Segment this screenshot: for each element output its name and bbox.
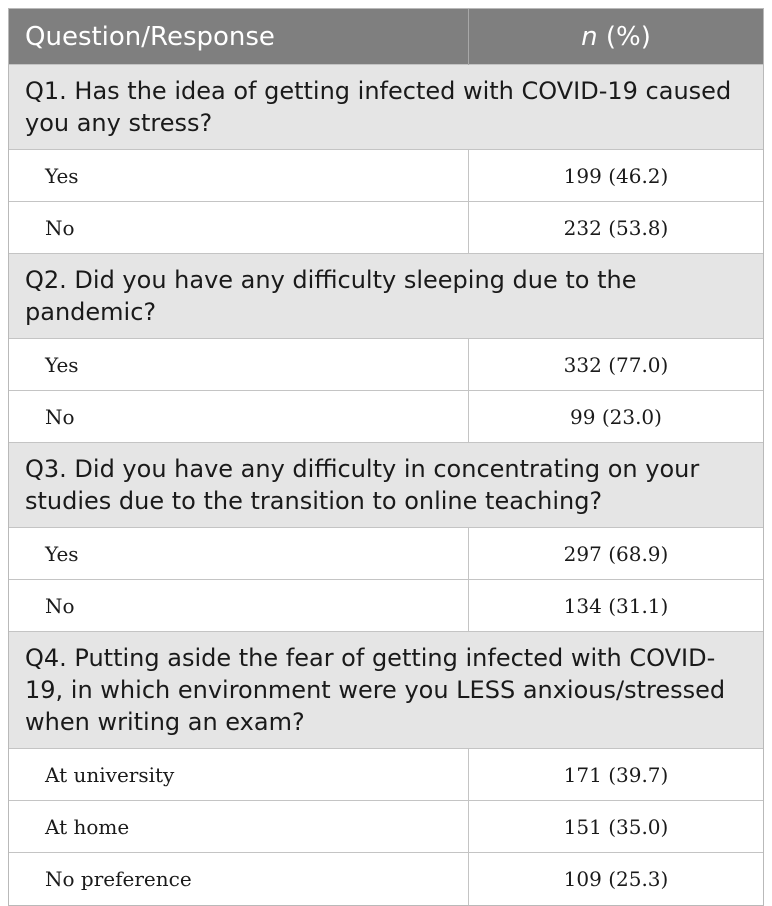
response-label: No: [9, 391, 469, 443]
response-value: 297 (68.9): [563, 541, 669, 566]
header-n: n: [581, 21, 598, 52]
response-label: Yes: [9, 528, 469, 580]
response-label: No: [9, 202, 469, 254]
response-value: 199 (46.2): [563, 163, 669, 188]
question-text: Q1. Has the idea of getting infected with COVID-19 caused you any stress?: [25, 77, 732, 137]
question-text: Q3. Did you have any difficulty in concentrating on your studies due to the transition to online teaching?: [25, 455, 700, 515]
question-text: Q2. Did you have any difficulty sleeping due to the pandemic?: [25, 266, 637, 326]
table-row: [9, 749, 763, 801]
table-row: [9, 150, 763, 202]
response-label: No preference: [9, 853, 469, 905]
question-row: [9, 632, 763, 749]
response-value: 109 (25.3): [563, 867, 669, 891]
table-row: [9, 202, 763, 254]
table-row: [9, 580, 763, 632]
header-n-percent: [469, 22, 763, 52]
table-row: [9, 853, 763, 905]
response-label: No: [9, 580, 469, 632]
response-label: At university: [9, 749, 469, 801]
table-row: [9, 528, 763, 580]
question-text: Q4. Putting aside the fear of getting infected with COVID-19, in which environment were you LESS anxious/stressed when writing an exam?: [25, 644, 726, 736]
response-value: 151 (35.0): [563, 814, 669, 839]
table-row: [9, 801, 763, 853]
question-row: [9, 65, 763, 150]
response-label: At home: [9, 801, 469, 853]
response-label: Yes: [9, 150, 469, 202]
response-value: 171 (39.7): [563, 762, 669, 787]
table-row: [9, 339, 763, 391]
table-row: [9, 391, 763, 443]
response-value: 99 (23.0): [570, 404, 662, 429]
table-header: [9, 9, 763, 65]
response-label: Yes: [9, 339, 469, 391]
header-question-response: Question/Response: [9, 9, 469, 65]
response-value: 232 (53.8): [563, 215, 669, 240]
header-percent: (%): [597, 21, 651, 52]
response-value: 134 (31.1): [563, 593, 669, 618]
question-row: [9, 443, 763, 528]
question-row: [9, 254, 763, 339]
response-value: 332 (77.0): [563, 352, 669, 377]
survey-table: [8, 8, 764, 906]
